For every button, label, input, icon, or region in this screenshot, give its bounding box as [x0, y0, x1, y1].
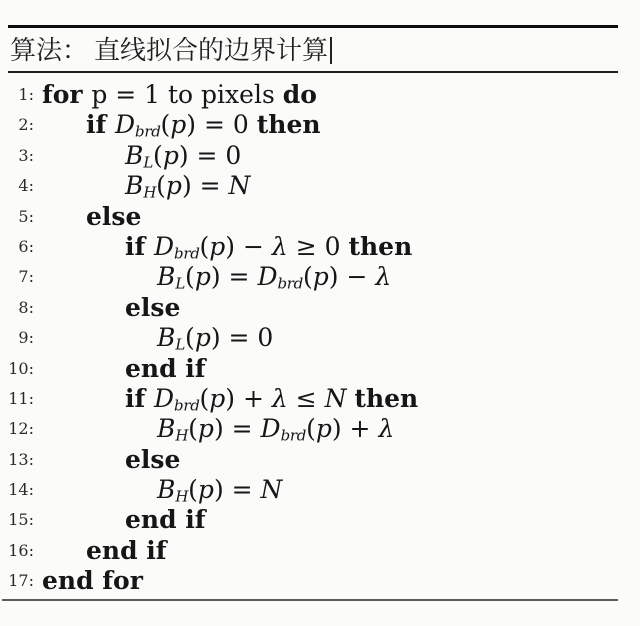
code-text: end if	[86, 535, 167, 565]
line-number: 7:	[18, 267, 34, 287]
code-text: end if	[125, 505, 206, 535]
line-number: 6:	[18, 236, 34, 256]
algorithm-title-row[interactable]	[10, 35, 332, 67]
algo-line	[0, 354, 640, 384]
code-text: if $D_{brd}(p) - \lambda \ge 0$ then	[125, 231, 413, 263]
algo-line	[0, 414, 640, 444]
algo-line	[0, 202, 640, 232]
code-text: $B_L(p) = 0$	[157, 323, 274, 354]
line-number: 10:	[8, 358, 34, 378]
line-number: 13:	[8, 449, 34, 469]
text-cursor	[330, 37, 332, 64]
line-number: 16:	[8, 540, 34, 560]
code-text: else	[86, 201, 142, 231]
algorithm-body	[0, 80, 640, 597]
bottom-rule	[2, 599, 618, 601]
algo-line	[0, 536, 640, 566]
code-text: else	[125, 444, 181, 474]
line-number: 5:	[18, 206, 34, 226]
line-number: 8:	[18, 297, 34, 317]
algo-line	[0, 566, 640, 596]
line-number: 11:	[8, 388, 34, 408]
algo-line	[0, 384, 640, 414]
algo-line	[0, 110, 640, 140]
line-number: 4:	[18, 176, 34, 196]
algo-line	[0, 262, 640, 292]
top-rule	[8, 25, 618, 28]
algorithm-title: 直线拟合的边界计算	[94, 36, 329, 66]
code-text: $B_H(p) = D_{brd}(p) + \lambda$	[157, 414, 395, 445]
line-number: 15:	[8, 510, 34, 530]
line-number: 1:	[18, 85, 34, 104]
line-number: 2:	[18, 115, 34, 135]
title-separator-rule	[8, 71, 618, 73]
code-text: if $D_{brd}(p) = 0$ then	[86, 110, 321, 141]
algo-line	[0, 323, 640, 353]
algo-line	[0, 505, 640, 535]
code-text: end for	[42, 566, 143, 596]
algo-line	[0, 171, 640, 201]
code-text: for p = 1 to pixels do	[42, 80, 317, 109]
code-text: $B_L(p) = D_{brd}(p) - \lambda$	[157, 262, 392, 293]
code-text: $B_L(p) = 0$	[125, 140, 242, 172]
algo-line	[0, 293, 640, 323]
code-text: $B_H(p) = N$	[157, 475, 283, 506]
line-number: 3:	[18, 145, 34, 165]
line-number: 17:	[8, 571, 34, 591]
algo-line	[0, 475, 640, 505]
algo-line	[0, 445, 640, 475]
code-text: if $D_{brd}(p) + \lambda \le N$ then	[125, 383, 419, 415]
line-number: 9:	[18, 328, 34, 348]
code-text: $B_H(p) = N$	[125, 171, 251, 202]
code-text: end if	[125, 353, 206, 383]
code-text: else	[125, 292, 181, 322]
line-number: 12:	[8, 419, 34, 439]
algo-line	[0, 232, 640, 262]
algorithm-label: 算法：	[10, 36, 89, 66]
algo-line	[0, 80, 640, 110]
algo-line	[0, 141, 640, 171]
line-number: 14:	[8, 480, 34, 500]
